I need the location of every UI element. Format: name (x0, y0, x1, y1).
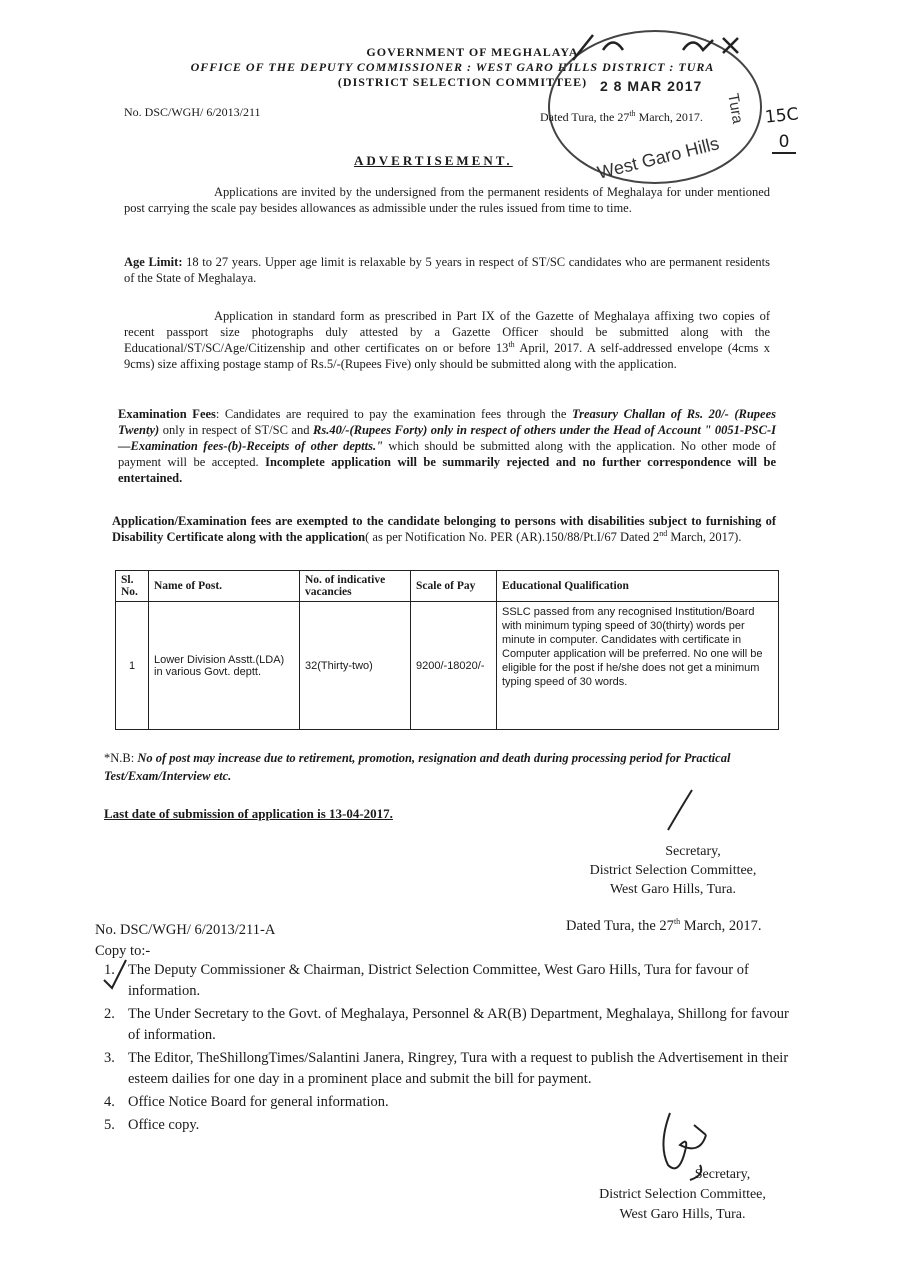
col-scale-of-pay: Scale of Pay (411, 571, 497, 602)
col-vacancies: No. of indicative vacancies (300, 571, 411, 602)
handwritten-note-15c: 15C (764, 104, 800, 128)
copy-item-4: 4. Office Notice Board for general information. (104, 1094, 389, 1110)
header-committee: (DISTRICT SELECTION COMMITTEE) (337, 75, 588, 89)
signature-title-2: Secretary, (694, 1167, 751, 1182)
handwritten-note-0: 0 (772, 132, 796, 154)
date-copy: Dated Tura, the 27th March, 2017. (566, 917, 762, 934)
cell-qualification: SSLC passed from any recognised Institution/Board with minimum typing speed of 30(thirty) words per minute in computer. Candidates with certificate in Computer application will be preferred. No one will be eligible for the post if he/she does not get a minimum typing speed of 30 words. (497, 602, 779, 730)
col-sl-no: Sl. No. (116, 571, 149, 602)
page-title: ADVERTISEMENT. (354, 153, 513, 168)
tick-mark (100, 958, 130, 992)
copy-item-3: 3. The Editor, TheShillongTimes/Salantini Janera, Ringrey, Tura with a request to publish the Advertisement in their esteem dailies for one day in a prominent place and submit the bill for payment. (104, 1050, 789, 1087)
copy-item-1: 1. The Deputy Commissioner & Chairman, District Selection Committee, West Garo Hills, Tura for favour of information. (104, 962, 749, 999)
table-header-row (116, 571, 779, 602)
fee-exemption-paragraph: Application/Examination fees are exempted to the candidate belonging to persons with disabilities subject to furnishing of Disability Certificate along with the application( as per Notification No. PER (AR).150/88/Pt.I/67 Dated 2nd March, 2017). (112, 514, 776, 544)
reference-number: No. DSC/WGH/ 6/2013/211 (124, 105, 261, 119)
copy-to-label: Copy to:- (95, 943, 151, 959)
signature-block-2 (575, 1165, 790, 1225)
reference-number-copy: No. DSC/WGH/ 6/2013/211-A (95, 922, 276, 938)
signature-location: West Garo Hills, Tura. (609, 882, 737, 897)
header-office: OFFICE OF THE DEPUTY COMMISSIONER : WEST GARO HILLS DISTRICT : TURA (190, 60, 715, 74)
vacancy-table (115, 570, 779, 730)
signature-title: Secretary, (665, 844, 721, 859)
application-paragraph: Application in standard form as prescribed in Part IX of the Gazette of Meghalaya affixing two copies of recent passport size photographs duly attested by a Gazette Officer should be submitted along with the Educational/ST/SC/Age/Citizenship and other certificates on or before 13th April, 2017. A self-addressed envelope (4cms x 9cms) size affixing postage stamp of Rs.5/-(Rupees Five) only should be submitted along with the application. (124, 309, 771, 371)
col-qualification: Educational Qualification (497, 571, 779, 602)
signature-location-2: West Garo Hills, Tura. (619, 1207, 746, 1222)
last-date: Last date of submission of application is 13-04-2017. (104, 806, 393, 821)
stamp-place: West Garo Hills (595, 133, 722, 183)
stamp-letters: Tura (724, 92, 747, 125)
cell-scale: 9200/-18020/- (411, 602, 497, 730)
intro-paragraph: Applications are invited by the undersigned from the permanent residents of Meghalaya for under mentioned post carrying the scale pay besides allowances as admissible under the rules issued from time to time. (124, 185, 770, 215)
signature-committee-2: District Selection Committee, (599, 1187, 766, 1202)
col-name-of-post: Name of Post. (149, 571, 300, 602)
copy-item-5: 5. Office copy. (104, 1117, 200, 1133)
signature-committee: District Selection Committee, (589, 863, 757, 878)
copy-item-2: 2. The Under Secretary to the Govt. of Meghalaya, Personnel & AR(B) Department, Meghalaya, Shillong for favour of information. (104, 1006, 789, 1043)
age-limit-paragraph: Age Limit: 18 to 27 years. Upper age limit is relaxable by 5 years in respect of ST/SC candidates who are permanent residents of the State of Meghalaya. (124, 255, 770, 285)
signature-mark-1 (660, 786, 700, 834)
table-row (116, 602, 779, 730)
cell-vacancies: 32(Thirty-two) (300, 602, 411, 730)
signature-block-1 (568, 842, 778, 899)
header-government: GOVERNMENT OF MEGHALAYA (366, 45, 579, 59)
date-top: Dated Tura, the 27th March, 2017. (540, 109, 703, 124)
cell-post: Lower Division Asstt.(LDA) in various Govt. deptt. (149, 602, 300, 730)
nb-note: *N.B: No of post may increase due to retirement, promotion, resignation and death during processing period for Practical Test/Exam/Interview etc. (104, 751, 731, 783)
cell-sl: 1 (116, 602, 149, 730)
examination-fees-paragraph: Examination Fees: Candidates are required to pay the examination fees through the Treasury Challan of Rs. 20/- (Rupees Twenty) only in respect of ST/SC and Rs.40/-(Rupees Forty) only in respect of others under the Head of Account " 0051-PSC-I—Examination fees-(b)-Receipts of other deptts." which should be submitted along with the application. No other mode of payment will be accepted. Incomplete application will be summarily rejected and no further correspondence will be entertained. (118, 407, 776, 485)
stamp-scribble (563, 30, 753, 70)
stamp-date: 2 8 MAR 2017 (600, 78, 703, 94)
